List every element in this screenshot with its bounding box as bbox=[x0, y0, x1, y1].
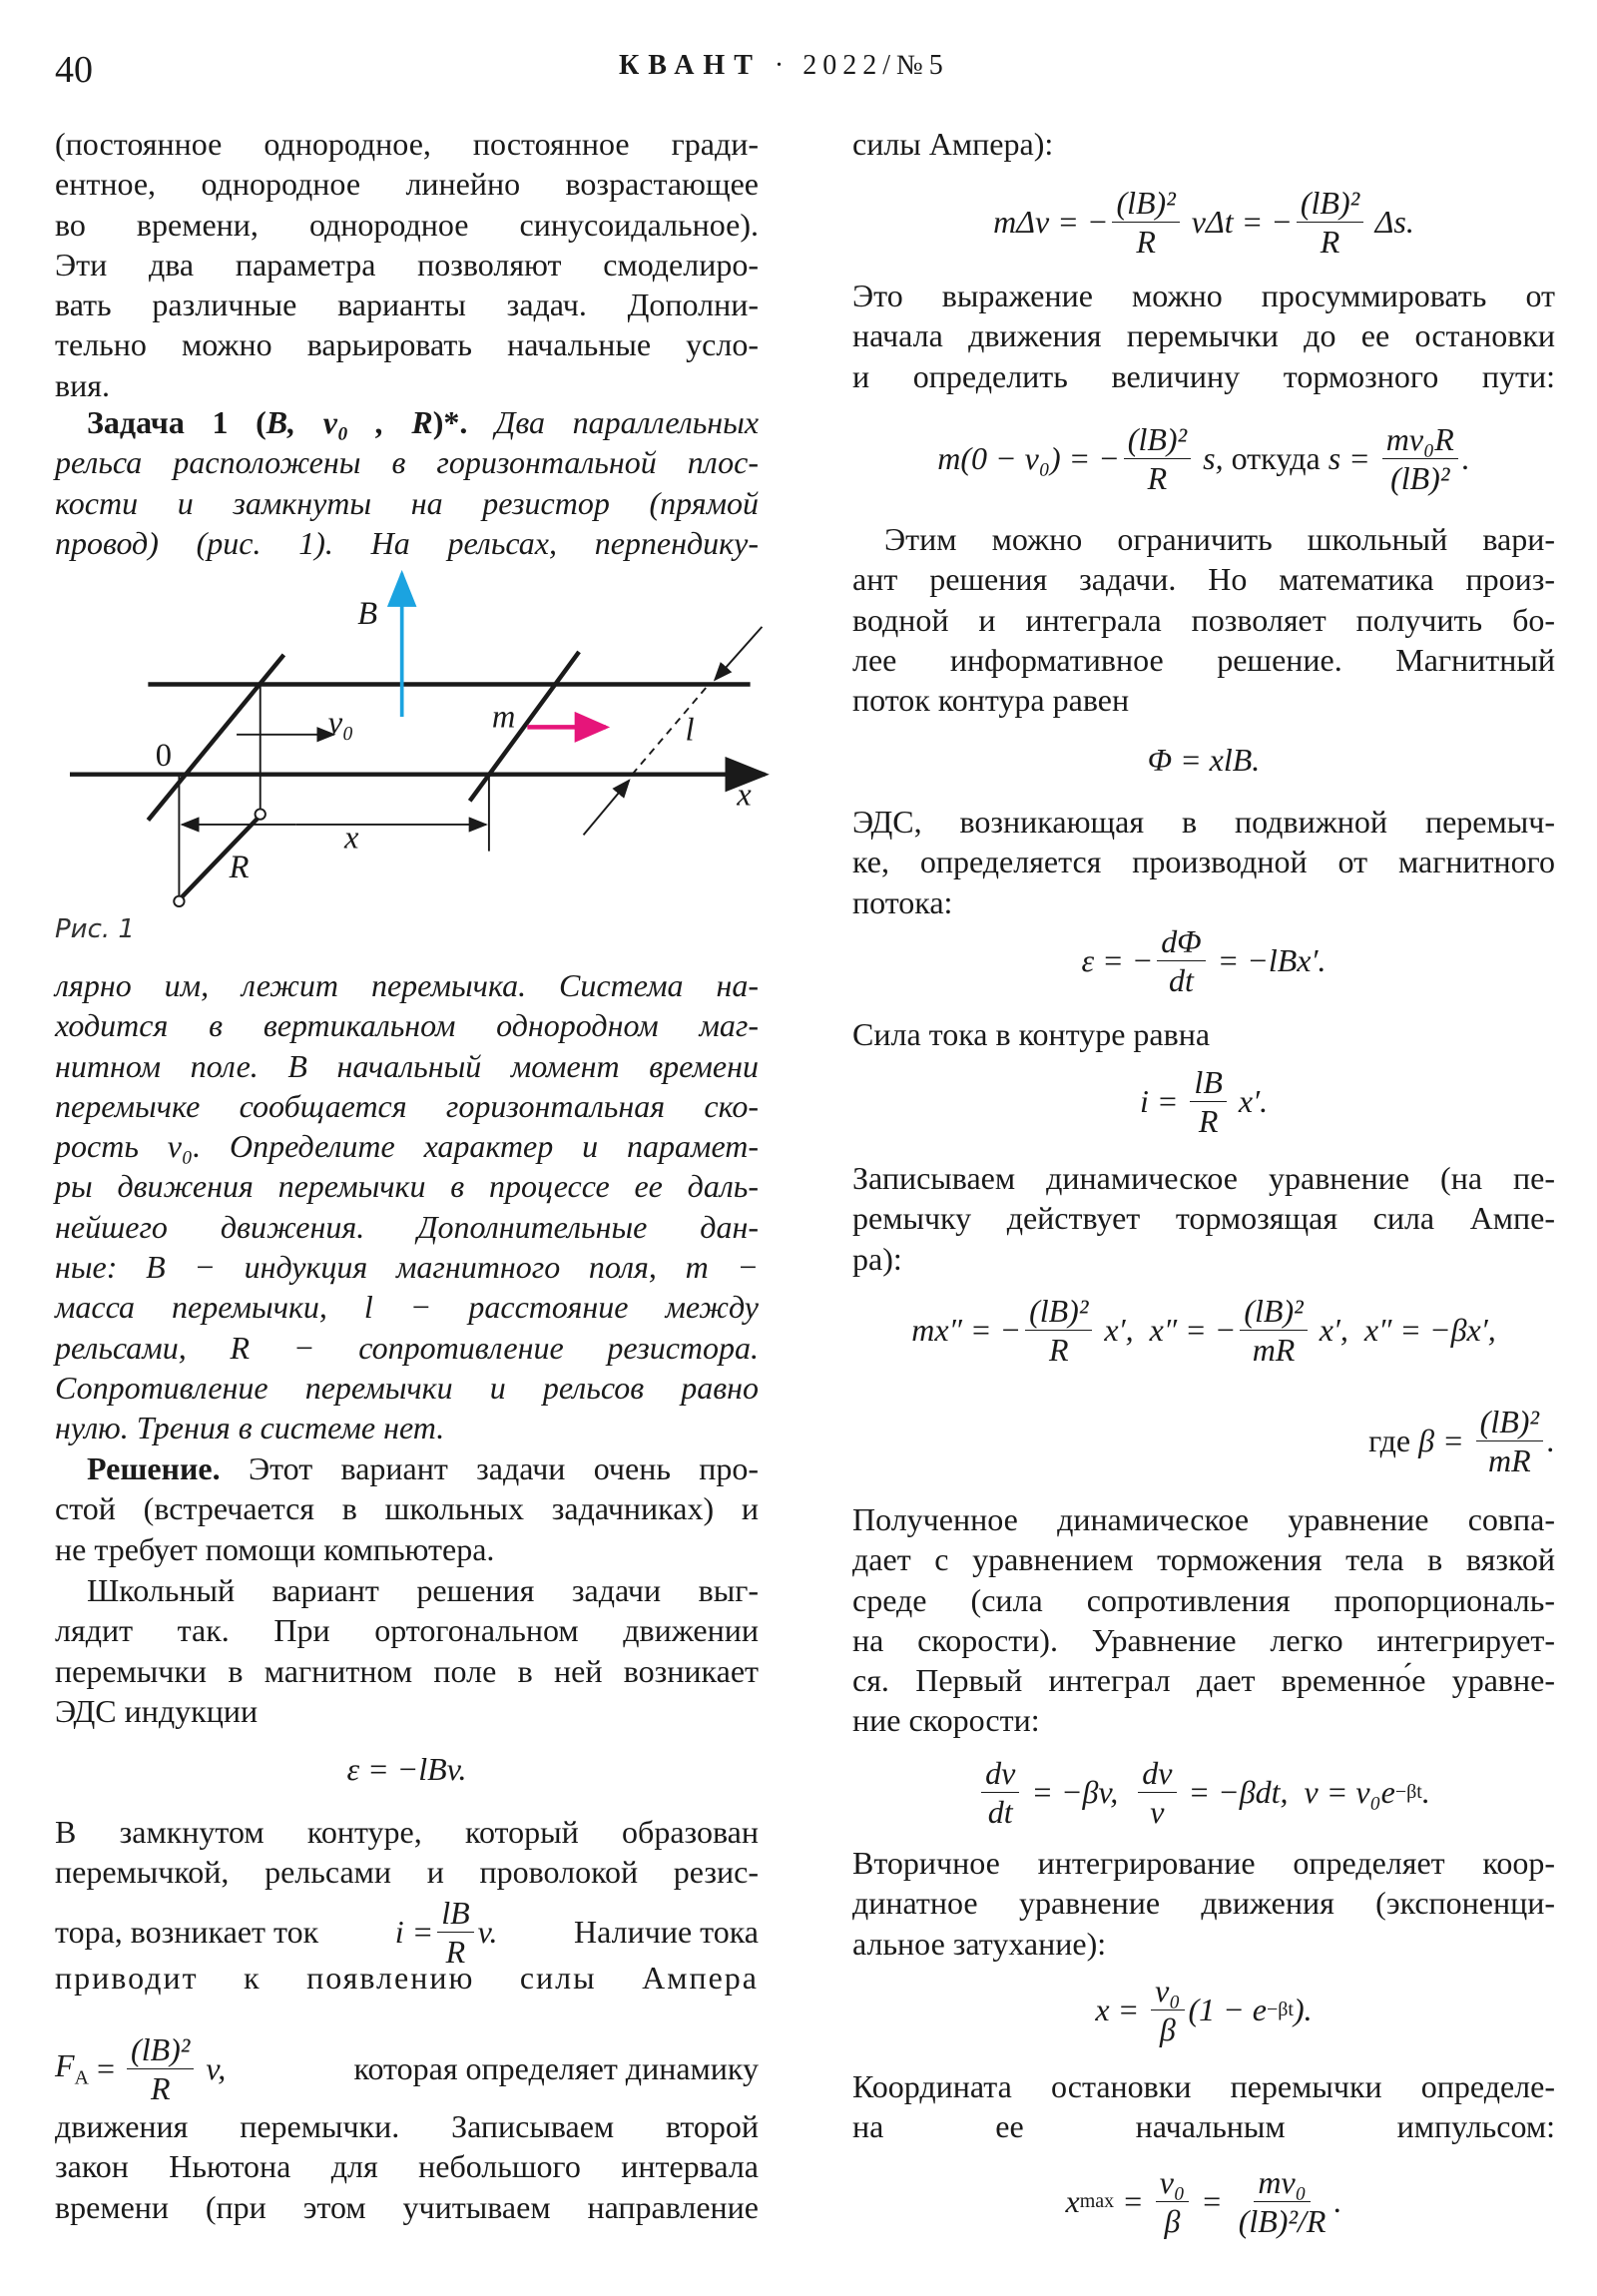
text-line: перемычкой, рельсами и проволокой резис- bbox=[55, 1854, 759, 1891]
width-arrow-bottom bbox=[584, 781, 630, 836]
fraction-lB2-over-R bbox=[127, 2030, 194, 2107]
fraction bbox=[1138, 1754, 1176, 1831]
denominator: β bbox=[1159, 2010, 1176, 2047]
fraction bbox=[1190, 1063, 1226, 1140]
paragraph-stop-coordinate bbox=[852, 2066, 1555, 2147]
terminal-1 bbox=[256, 809, 266, 819]
figure-caption: Рис. 1 bbox=[55, 914, 135, 944]
paragraph-ampere-intro bbox=[852, 124, 1555, 164]
force-F: F bbox=[55, 2046, 75, 2083]
eq-part: β = bbox=[1410, 1422, 1472, 1458]
text-line: Координата остановки перемычки определе- bbox=[852, 2068, 1555, 2104]
eq-part: = bbox=[1193, 2182, 1231, 2219]
paragraph-closed-circuit bbox=[55, 1812, 759, 1893]
text-line: Записываем динамическое уравнение (на пе- bbox=[852, 1160, 1555, 1196]
numerator: dΦ bbox=[1157, 922, 1205, 961]
task-1-statement bbox=[55, 402, 759, 563]
paragraph-school-solution bbox=[55, 1570, 759, 1731]
text-line: водной и интеграла позволяет получить бо- bbox=[852, 601, 1555, 638]
exponent: −βt bbox=[1394, 1780, 1422, 1803]
eq-part: = −lBx′. bbox=[1209, 941, 1327, 978]
force-line-text: которая определяет динамику bbox=[345, 2049, 759, 2086]
equation-position bbox=[852, 1960, 1555, 2059]
text-line: дает с уравнением торможения тела в вязкой bbox=[852, 1541, 1555, 1578]
numerator: mv₀R bbox=[1382, 420, 1458, 459]
eq-word: откуда bbox=[1231, 439, 1321, 476]
width-arrow-top bbox=[715, 627, 762, 680]
eq-part: . bbox=[1461, 439, 1470, 476]
text-line: ЭДС индукции bbox=[55, 1692, 259, 1729]
paragraph-emf bbox=[852, 802, 1555, 922]
eq-part: x′, x″ = − bbox=[1096, 1311, 1237, 1348]
fraction bbox=[1235, 2163, 1331, 2240]
equation-braking-distance bbox=[852, 408, 1555, 508]
equation-momentum-change bbox=[852, 172, 1555, 272]
text-line: Сила тока в контуре равна bbox=[852, 1016, 1211, 1052]
text-line: времени (при этом учитываем направление bbox=[55, 2188, 759, 2225]
text-line: ра): bbox=[852, 1240, 902, 1277]
solution-lines bbox=[55, 1488, 759, 1569]
text-line: лярно им, лежит перемычка. Система на- bbox=[55, 967, 759, 1003]
text-line: рость v₀. Определите характер и парамет- bbox=[55, 1128, 759, 1165]
text-line: Сопротивление перемычки и рельсов равно bbox=[55, 1369, 759, 1406]
text-line: силы Ампера): bbox=[852, 126, 1054, 162]
numerator: (lB)² bbox=[127, 2030, 194, 2069]
denominator: v bbox=[1150, 1793, 1165, 1830]
eq-part: i = bbox=[1139, 1082, 1187, 1119]
eq-part: m(0 − v₀) = − bbox=[937, 439, 1120, 476]
text-line: ант решения задачи. Но математика произ- bbox=[852, 561, 1555, 598]
text-line: Этим можно ограничить школьный вари- bbox=[884, 521, 1555, 557]
fraction bbox=[1382, 420, 1458, 497]
text-line: потока: bbox=[852, 883, 953, 920]
text-line: Полученное динамическое уравнение совпа- bbox=[852, 1501, 1555, 1537]
equation-emf-derivative bbox=[852, 910, 1555, 1010]
exponent: −βt bbox=[1266, 1998, 1294, 2020]
text-line: ке, определяется производной от магнитного bbox=[852, 844, 1555, 880]
paragraph-dynamic-equation bbox=[852, 1158, 1555, 1279]
subscript: max bbox=[1079, 2189, 1115, 2212]
denominator: mR bbox=[1488, 1441, 1531, 1478]
denominator: R bbox=[150, 2069, 171, 2106]
force-subscript: A bbox=[74, 2066, 89, 2089]
text-line: Вторичное интегрирование определяет коор- bbox=[852, 1845, 1555, 1881]
label-x-dim: x bbox=[344, 820, 359, 857]
eq-part: . bbox=[1421, 1773, 1430, 1810]
fraction bbox=[1151, 1972, 1184, 2048]
text-line: вия. bbox=[55, 366, 110, 403]
eq-part: x′, x″ = −βx′, bbox=[1311, 1311, 1496, 1348]
text-line: приводит к появлению силы Ампера bbox=[55, 1960, 759, 1996]
eq-part: Δs. bbox=[1367, 203, 1414, 240]
solution-paragraph bbox=[55, 1448, 759, 1569]
equals: = bbox=[89, 2049, 124, 2086]
paragraph-newton bbox=[55, 2106, 759, 2227]
numerator: (lB)² bbox=[1240, 1292, 1307, 1331]
figure-1-rails-diagram bbox=[0, 547, 827, 960]
eq-part: x bbox=[1065, 2182, 1080, 2219]
numerator: dv bbox=[981, 1754, 1019, 1793]
label-x-axis: x bbox=[737, 777, 752, 814]
eq-part: (1 − e bbox=[1188, 1991, 1267, 2027]
task-1-continuation bbox=[55, 965, 759, 1448]
numerator: v₀ bbox=[1156, 2163, 1189, 2202]
fraction bbox=[1476, 1403, 1543, 1479]
text-line: Школьный вариант решения задачи выг- bbox=[87, 1572, 759, 1608]
text-line: перемычке сообщается горизонтальная ско- bbox=[55, 1087, 759, 1124]
numerator: (lB)² bbox=[1025, 1292, 1092, 1331]
denominator: R bbox=[1198, 1102, 1219, 1139]
label-B: B bbox=[357, 595, 378, 632]
numerator: dv bbox=[1138, 1754, 1176, 1793]
journal-title: КВАНТ bbox=[619, 50, 762, 81]
denominator: R bbox=[1320, 223, 1340, 260]
paragraph-intro bbox=[55, 124, 759, 405]
text-line: ры движения перемычки в процессе ее даль- bbox=[55, 1168, 759, 1205]
eq-part: mΔv = − bbox=[993, 203, 1109, 240]
denominator: mR bbox=[1252, 1331, 1296, 1368]
denominator: R bbox=[1147, 459, 1168, 496]
eq-word: где bbox=[1368, 1422, 1411, 1458]
force-symbol bbox=[55, 2047, 89, 2089]
current-line-text: тора, возникает ток bbox=[55, 1913, 319, 1950]
denominator: β bbox=[1164, 2202, 1181, 2239]
task-params: B, v₀ , R bbox=[266, 404, 433, 440]
current-line-after: Наличие тока bbox=[574, 1913, 759, 1950]
paragraph-viscous-analogy bbox=[852, 1499, 1555, 1741]
paragraph-summation bbox=[852, 276, 1555, 396]
terminal-2 bbox=[174, 896, 184, 906]
text-line: нитном поле. В начальный момент времени bbox=[55, 1047, 759, 1084]
text-line: (постоянное однородное, постоянное гради- bbox=[55, 126, 759, 162]
text-line: лее информативное решение. Магнитный bbox=[852, 641, 1555, 678]
text-line: ся. Первый интеграл дает временно́е уравне- bbox=[852, 1662, 1555, 1699]
eq-part: ε = − bbox=[1081, 941, 1154, 978]
fraction bbox=[1240, 1292, 1307, 1369]
text-line: Эти два параметра позволяют смоделиро- bbox=[55, 246, 759, 283]
task-label: Задача 1 ( bbox=[87, 404, 266, 440]
eq-part: = −βdt, v = v₀e bbox=[1180, 1773, 1395, 1810]
text-line: на ее начальным импульсом: bbox=[852, 2108, 1555, 2145]
numerator: mv₀ bbox=[1254, 2163, 1310, 2202]
text-line: нейшего движения. Дополнительные дан- bbox=[55, 1208, 759, 1245]
text-line: нулю. Трения в системе нет. bbox=[55, 1410, 445, 1446]
text-line: ремычку действует тормозящая сила Ампе- bbox=[852, 1200, 1555, 1237]
eq-part: s = bbox=[1320, 439, 1378, 476]
running-header bbox=[619, 50, 949, 82]
eq-part: ). bbox=[1293, 1991, 1313, 2027]
header-separator: · bbox=[774, 50, 791, 81]
text-line: движения перемычки. Записываем второй bbox=[55, 2108, 759, 2144]
text-line: ходится в вертикальном однородном маг- bbox=[55, 1007, 759, 1044]
text-line: вать различные варианты задач. Дополни- bbox=[55, 287, 759, 323]
numerator: (lB)² bbox=[1124, 420, 1191, 459]
solution-text: Этот вариант задачи очень про- bbox=[220, 1450, 759, 1486]
eq-part: x = bbox=[1095, 1991, 1148, 2027]
eq-part: . bbox=[1547, 1422, 1555, 1458]
label-R: R bbox=[229, 850, 250, 886]
denominator: dt bbox=[1169, 961, 1194, 998]
denominator: (lB)² bbox=[1390, 459, 1450, 496]
text-line: ные: B − индукция магнитного поля, m − bbox=[55, 1249, 759, 1286]
numerator: (lB)² bbox=[1297, 184, 1363, 223]
eq-part: x′. bbox=[1230, 1082, 1269, 1119]
ampere-line bbox=[55, 1958, 759, 1998]
text-line: динатное уравнение движения (экспоненци- bbox=[852, 1885, 1555, 1922]
text-line: альное затухание): bbox=[852, 1925, 1107, 1962]
current-v: v. bbox=[477, 1913, 498, 1950]
label-origin: 0 bbox=[155, 737, 173, 774]
equation-current bbox=[852, 1051, 1555, 1151]
text-line: стой (встречается в школьных задачниках) и bbox=[55, 1490, 759, 1527]
equation-max-distance bbox=[852, 2151, 1555, 2251]
numerator: lB bbox=[437, 1894, 473, 1933]
equation-dynamics bbox=[852, 1280, 1555, 1380]
ampere-force-line bbox=[55, 2024, 759, 2112]
eq-part: vΔt = − bbox=[1183, 203, 1293, 240]
equation-velocity-integral bbox=[852, 1742, 1555, 1842]
equation-emf-simple: ε = −lBv. bbox=[346, 1750, 467, 1787]
text-line: на скорости). Уравнение легко интегрирует- bbox=[852, 1621, 1555, 1658]
eq-part: = bbox=[1114, 2182, 1152, 2219]
text-line: и определить величину тормозного пути: bbox=[852, 357, 1555, 394]
text-line: лядит так. При ортогональном движении bbox=[55, 1612, 759, 1649]
text-line: поток контура равен bbox=[852, 682, 1130, 719]
denominator: R bbox=[1136, 223, 1156, 260]
solution-label: Решение. bbox=[87, 1450, 221, 1486]
fraction bbox=[981, 1754, 1019, 1831]
numerator: lB bbox=[1190, 1063, 1226, 1102]
numerator: v₀ bbox=[1151, 1972, 1184, 2010]
text-line: рельса расположены в горизонтальной плос- bbox=[55, 444, 759, 481]
force-v: v, bbox=[198, 2049, 227, 2086]
fraction bbox=[1025, 1292, 1092, 1369]
text-line: ние скорости: bbox=[852, 1702, 1040, 1739]
task-heading-line bbox=[55, 402, 759, 442]
eq-part: . bbox=[1333, 2182, 1342, 2219]
text-line: рельсами, R − сопротивление резистора. bbox=[55, 1329, 759, 1366]
text-line: среде (сила сопротивления пропорциональ- bbox=[852, 1581, 1555, 1618]
text-line: ЭДС, возникающая в подвижной перемыч- bbox=[852, 804, 1555, 840]
rail-width-dashed bbox=[632, 685, 709, 775]
equation-beta-definition bbox=[852, 1391, 1555, 1490]
text-line: В замкнутом контуре, который образован bbox=[55, 1814, 759, 1850]
label-v0: v₀ bbox=[327, 705, 354, 742]
page-number: 40 bbox=[55, 49, 93, 91]
fraction bbox=[1297, 184, 1363, 261]
eq-part: mx″ = − bbox=[911, 1311, 1022, 1348]
label-l: l bbox=[685, 712, 695, 749]
denominator: R bbox=[1048, 1331, 1069, 1368]
text-line: масса перемычки, l − расстояние между bbox=[55, 1289, 759, 1326]
numerator: (lB)² bbox=[1476, 1403, 1543, 1441]
label-m: m bbox=[491, 699, 516, 736]
paragraph-current bbox=[852, 1014, 1555, 1054]
numerator: (lB)² bbox=[1112, 184, 1179, 223]
paragraph-flux-intro bbox=[852, 519, 1555, 720]
text-line: перемычки в магнитном поле в ней возникает bbox=[55, 1652, 759, 1689]
current-i: i = bbox=[394, 1913, 434, 1950]
fraction bbox=[1156, 2163, 1189, 2240]
solution-heading-line bbox=[55, 1448, 759, 1488]
paragraph-second-integral bbox=[852, 1843, 1555, 1964]
text-line: начала движения перемычки до ее остановки bbox=[852, 317, 1555, 354]
text-line: во времени, однородное синусоидальное). bbox=[55, 206, 759, 243]
equation-flux: Φ = xlB. bbox=[1147, 741, 1261, 778]
text-line: не требует помощи компьютера. bbox=[55, 1530, 495, 1567]
task-text: Два параллельных bbox=[467, 404, 760, 440]
text-line: ентное, однородное линейно возрастающее bbox=[55, 166, 759, 203]
text-line: тельно можно варьировать начальные усло- bbox=[55, 326, 759, 363]
fraction bbox=[1124, 420, 1191, 497]
fraction bbox=[1157, 922, 1205, 999]
task-lines bbox=[55, 442, 759, 563]
denominator: dt bbox=[987, 1793, 1013, 1830]
text-line: кости и замкнуты на резистор (прямой bbox=[55, 484, 759, 521]
denominator: (lB)²/R bbox=[1238, 2202, 1327, 2239]
eq-part: = −βv, bbox=[1023, 1773, 1135, 1810]
text-line: провод) (рис. 1). На рельсах, перпендику- bbox=[55, 524, 759, 561]
text-line: закон Ньютона для небольшого интервала bbox=[55, 2148, 759, 2185]
fraction bbox=[1112, 184, 1179, 261]
text-line: Это выражение можно просуммировать от bbox=[852, 278, 1555, 313]
denominator: R bbox=[445, 1933, 466, 1970]
issue-number: 2022/№5 bbox=[802, 50, 949, 81]
eq-part: s, bbox=[1195, 439, 1232, 476]
task-label-close: )*. bbox=[432, 404, 468, 440]
